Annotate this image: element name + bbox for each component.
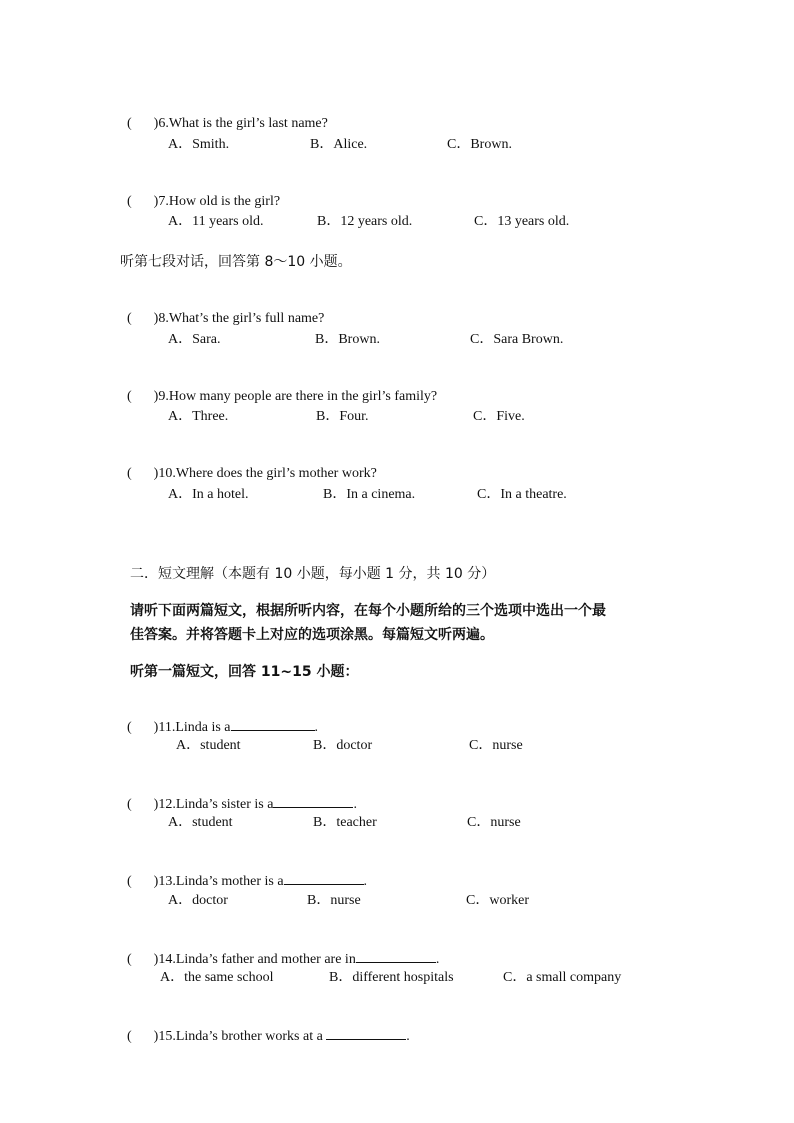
q9-option-c: C．Five. [473,409,525,424]
answer-blank [273,794,353,808]
section-2-instruction-line2: 佳答案。并将答题卡上对应的选项涂黑。每篇短文听两遍。 [130,627,494,643]
paren-open: ( [127,466,132,481]
q8-option-c: C．Sara Brown. [470,332,564,347]
q14-option-a: A．the same school [160,970,274,985]
question-text: )8.What’s the girl’s full name? [153,311,325,326]
question-text: )7.How old is the girl? [153,194,281,209]
question-text: )11.Linda is a [153,720,231,735]
answer-blank [356,949,436,963]
question-13 [120,853,367,891]
question-tail: . [435,952,440,967]
question-text: )13.Linda’s mother is a [153,874,284,889]
answer-blank [284,871,364,885]
question-8 [120,292,324,328]
answer-blank [231,717,315,731]
paren-open: ( [127,874,132,889]
question-text: )12.Linda’s sister is a [153,797,274,812]
q10-option-c: C．In a theatre. [477,487,567,502]
question-tail: . [353,797,357,812]
question-12 [120,776,357,814]
question-text: )6.What is the girl’s last name? [153,116,328,131]
paren-open: ( [127,389,132,404]
q14-option-b: B．different hospitals [329,970,454,985]
q6-option-c: C．Brown. [447,137,512,152]
q13-option-c: C．worker [466,893,529,908]
q9-option-b: B．Four. [316,409,369,424]
q6-option-b: B．Alice. [310,137,368,152]
q12-option-a: A．student [168,815,233,830]
paren-open: ( [127,952,132,967]
q11-option-b: B．doctor [313,738,373,753]
q11-option-a: A．student [176,738,241,753]
question-text: )9.How many people are there in the girl’s family? [153,389,438,404]
question-9 [120,370,437,406]
section-2-instruction-line1: 请听下面两篇短文，根据所听内容，在每个小题所给的三个选项中选出一个最 [130,603,606,619]
question-14 [120,931,439,969]
paren-open: ( [127,116,132,131]
dialogue-7-instruction: 听第七段对话，回答第 8～10 小题。 [120,254,352,270]
q10-option-a: A．In a hotel. [168,487,249,502]
question-11 [120,699,318,737]
question-text: )14.Linda’s father and mother are in [153,952,356,967]
passage-1-instruction: 听第一篇短文，回答 11~15 小题： [130,664,359,680]
q6-option-a: A．Smith. [168,137,230,152]
question-tail: . [406,1029,410,1044]
q7-option-a: A．11 years old. [168,214,264,229]
q7-option-b: B．12 years old. [317,214,413,229]
paren-open: ( [127,720,132,735]
section-2-title: 二．短文理解（本题有 10 小题，每小题 1 分，共 10 分） [130,566,496,582]
question-7 [120,175,280,211]
q11-option-c: C．nurse [469,738,523,753]
q12-option-c: C．nurse [467,815,521,830]
question-tail: . [363,874,368,889]
question-6 [120,97,328,133]
q9-option-a: A．Three. [168,409,229,424]
q8-option-b: B．Brown. [315,332,380,347]
paren-open: ( [127,311,132,326]
q7-option-c: C．13 years old. [474,214,570,229]
answer-blank [326,1026,406,1040]
q12-option-b: B．teacher [313,815,377,830]
question-text: )15.Linda’s brother works at a [153,1029,327,1044]
question-10 [120,447,377,483]
q8-option-a: A．Sara. [168,332,221,347]
paren-open: ( [127,797,132,812]
q14-option-c: C．a small company [503,970,622,985]
question-15 [120,1008,410,1046]
question-tail: . [314,720,319,735]
q13-option-a: A．doctor [168,893,228,908]
paren-open: ( [127,194,132,209]
q10-option-b: B．In a cinema. [323,487,416,502]
q13-option-b: B．nurse [307,893,361,908]
paren-open: ( [127,1029,132,1044]
question-text: )10.Where does the girl’s mother work? [153,466,377,481]
